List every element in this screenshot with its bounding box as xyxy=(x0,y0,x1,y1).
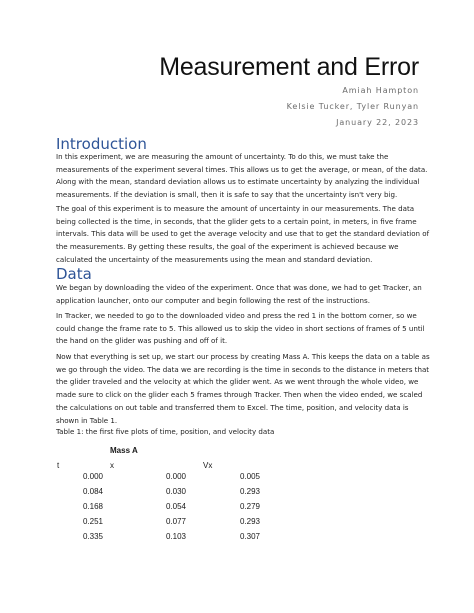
intro-paragraph-1 xyxy=(56,151,428,202)
table-cell: 0.030 xyxy=(165,487,186,496)
data-paragraph-1 xyxy=(56,282,422,307)
data-paragraph-3 xyxy=(56,351,430,427)
table-cell: 0.251 xyxy=(82,517,103,526)
text-line: made sure to click on the glider each 5 frames through Tracker. Then when the video ended, we scaled xyxy=(56,390,423,400)
table-group-header: Mass A xyxy=(110,446,138,455)
column-header-x: x xyxy=(110,461,114,470)
document-title: Measurement and Error xyxy=(159,53,419,81)
table-cell: 0.335 xyxy=(82,532,103,541)
table-cell: 0.279 xyxy=(239,502,260,511)
table-cell: 0.293 xyxy=(239,517,260,526)
text-line: application launcher, onto our computer and begin following the rest of the instructions. xyxy=(56,295,370,305)
text-line: the glider traveled and the velocity at which the glider went. As we went through the whole video, we xyxy=(56,377,419,387)
text-line: the calculations on out table and transferred them to Excel. The time, position, and velocity data is xyxy=(56,402,409,412)
introduction-heading: Introduction xyxy=(56,135,147,153)
document-date: January 22, 2023 xyxy=(336,118,419,127)
table-cell: 0.307 xyxy=(239,532,260,541)
text-line: we go through the video. The data we are recording is the time in seconds to the distance in meters that xyxy=(56,364,430,374)
text-line: The goal of this experiment is to measure the amount of uncertainty in our measurements. The data xyxy=(56,204,415,213)
text-line: Now that everything is set up, we start our process by creating Mass A. This keeps the data on a table as xyxy=(56,352,430,361)
text-line: In this experiment, we are measuring the amount of uncertainty. To do this, we must take the xyxy=(56,152,389,161)
text-line: could change the frame rate to 5. This allowed us to skip the video in short sections of frames of 5 until xyxy=(56,323,425,333)
table-cell: 0.000 xyxy=(82,472,103,481)
table-cell: 0.054 xyxy=(165,502,186,511)
data-paragraph-2 xyxy=(56,310,425,348)
table-cell: 0.084 xyxy=(82,487,103,496)
column-header-vx: Vx xyxy=(203,461,213,470)
text-line: intervals. This data will be used to get the average velocity and use that to get the standard deviation of xyxy=(56,229,430,239)
table-cell: 0.168 xyxy=(82,502,103,511)
table-cell: 0.000 xyxy=(165,472,186,481)
text-line: shown in Table 1. xyxy=(56,415,118,425)
table-cell: 0.077 xyxy=(165,517,186,526)
data-heading: Data xyxy=(56,265,92,283)
column-header-t: t xyxy=(57,461,60,470)
text-line: We began by downloading the video of the experiment. Once that was done, we had to get Tracker, an xyxy=(56,283,422,292)
text-line: Along with the mean, standard deviation allows us to estimate uncertainty by analyzing the individual xyxy=(56,177,420,187)
text-line: calculated the uncertainty of the measurements using the mean and standard deviation. xyxy=(56,254,373,264)
table-cell: 0.293 xyxy=(239,487,260,496)
intro-paragraph-2 xyxy=(56,203,430,267)
table-cell: 0.103 xyxy=(165,532,186,541)
author-name: Amiah Hampton xyxy=(342,86,419,95)
partner-names: Kelsie Tucker, Tyler Runyan xyxy=(286,102,419,111)
text-line: measurements of the experiment several times. This allows us to get the average, or mean, of the data. xyxy=(56,164,428,174)
text-line: the hand on the glider was pushing and off of it. xyxy=(56,336,228,346)
text-line: being collected is the time, in seconds, that the glider gets to a certain point, in meters, in five frame xyxy=(56,216,417,226)
text-line: measurements. If the deviation is small, then it is safe to say that the uncertainty isn't very big. xyxy=(56,190,398,200)
table-caption: Table 1: the first five plots of time, position, and velocity data xyxy=(56,427,275,436)
table-cell: 0.005 xyxy=(239,472,260,481)
text-line: In Tracker, we needed to go to the downloaded video and press the red 1 in the bottom corner, so we xyxy=(56,311,417,320)
text-line: the measurements. By getting these results, the goal of the experiment is achieved because we xyxy=(56,242,399,252)
